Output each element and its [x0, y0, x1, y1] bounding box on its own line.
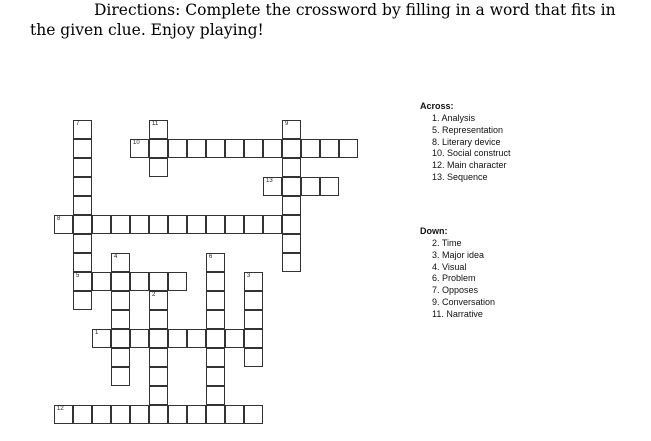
crossword-cell[interactable]	[73, 196, 92, 215]
crossword-cell[interactable]	[168, 329, 187, 348]
crossword-cell[interactable]	[206, 386, 225, 405]
crossword-cell[interactable]	[92, 215, 111, 234]
down-clue-11: 11. Narrative	[432, 308, 483, 319]
crossword-cell[interactable]	[111, 215, 130, 234]
crossword-cell[interactable]	[225, 215, 244, 234]
down-clue-4: 4. Visual	[432, 261, 467, 272]
crossword-cell[interactable]	[244, 272, 263, 291]
across-clue-12: 12. Main character	[432, 160, 507, 171]
down-clues	[420, 226, 495, 321]
crossword-cell[interactable]	[92, 405, 111, 424]
crossword-cell[interactable]	[111, 405, 130, 424]
crossword-cell[interactable]	[111, 348, 130, 367]
down-heading: Down:	[420, 226, 448, 236]
crossword-cell[interactable]	[111, 310, 130, 329]
crossword-cell[interactable]	[73, 215, 92, 234]
crossword-cell[interactable]	[206, 405, 225, 424]
crossword-cell[interactable]	[130, 272, 149, 291]
across-clue-13: 13. Sequence	[432, 171, 488, 182]
down-clue-7: 7. Opposes	[432, 285, 479, 296]
across-clue-10: 10. Social construct	[432, 148, 511, 159]
crossword-cell[interactable]	[206, 291, 225, 310]
crossword-cell[interactable]	[73, 177, 92, 196]
crossword-cell[interactable]	[73, 120, 92, 139]
clue-number: 7	[76, 121, 80, 127]
clue-number: 3	[247, 273, 251, 279]
crossword-cell[interactable]	[282, 253, 301, 272]
clue-number: 5	[76, 273, 80, 279]
across-clue-1: 1. Analysis	[432, 113, 476, 123]
crossword-cell[interactable]	[206, 272, 225, 291]
crossword-cell[interactable]	[149, 291, 168, 310]
clue-number: 4	[114, 254, 118, 260]
crossword-cell[interactable]	[206, 253, 225, 272]
crossword-cell[interactable]	[282, 158, 301, 177]
crossword-cell[interactable]	[168, 139, 187, 158]
crossword-cell[interactable]	[187, 139, 206, 158]
across-heading: Across:	[420, 101, 454, 111]
across-clue-8: 8. Literary device	[432, 136, 501, 147]
crossword-cell[interactable]	[320, 177, 339, 196]
crossword-cell[interactable]	[130, 215, 149, 234]
crossword-cell[interactable]	[111, 253, 130, 272]
crossword-cell[interactable]	[54, 215, 73, 234]
crossword-cell[interactable]	[206, 348, 225, 367]
crossword-cell[interactable]	[111, 291, 130, 310]
crossword-cell[interactable]	[149, 329, 168, 348]
crossword-cell[interactable]	[130, 329, 149, 348]
crossword-cell[interactable]	[225, 329, 244, 348]
down-clue-3: 3. Major idea	[432, 249, 485, 260]
clue-number: 1	[95, 330, 99, 336]
crossword-cell[interactable]	[301, 139, 320, 158]
crossword-cell[interactable]	[282, 215, 301, 234]
crossword-cell[interactable]	[263, 139, 282, 158]
crossword-cell[interactable]	[149, 405, 168, 424]
crossword-cell[interactable]	[73, 253, 92, 272]
crossword-cell[interactable]	[206, 329, 225, 348]
crossword-cell[interactable]	[225, 405, 244, 424]
crossword-cell[interactable]	[244, 291, 263, 310]
crossword-cell[interactable]	[149, 348, 168, 367]
crossword-cell[interactable]	[206, 215, 225, 234]
directions-text: Directions: Complete the crossword by filling in a word that fits in the given clue. Enjoy playing!	[30, 1, 616, 39]
crossword-cell[interactable]	[206, 367, 225, 386]
crossword-cell[interactable]	[73, 139, 92, 158]
crossword-cell[interactable]	[244, 348, 263, 367]
clue-number: 11	[152, 121, 159, 127]
crossword-cell[interactable]	[149, 120, 168, 139]
crossword-cell[interactable]	[282, 120, 301, 139]
down-clue-6: 6. Problem	[432, 273, 476, 284]
crossword-cell[interactable]	[301, 177, 320, 196]
crossword-cell[interactable]	[168, 405, 187, 424]
crossword-cell[interactable]	[149, 215, 168, 234]
crossword-cell[interactable]	[244, 405, 263, 424]
crossword-cell[interactable]	[282, 234, 301, 253]
down-clue-2: 2. Time	[432, 238, 462, 248]
crossword-cell[interactable]	[282, 177, 301, 196]
crossword-cell[interactable]	[187, 329, 206, 348]
crossword-cell[interactable]	[244, 329, 263, 348]
crossword-cell[interactable]	[73, 291, 92, 310]
crossword-cell[interactable]	[263, 215, 282, 234]
crossword-cell[interactable]	[282, 196, 301, 215]
crossword-cell[interactable]	[73, 158, 92, 177]
crossword-cell[interactable]	[92, 329, 111, 348]
crossword-cell[interactable]	[54, 405, 73, 424]
crossword-cell[interactable]	[73, 405, 92, 424]
clue-number: 12	[57, 406, 64, 412]
clue-number: 2	[152, 292, 156, 298]
crossword-cell[interactable]	[187, 215, 206, 234]
across-clues	[420, 101, 511, 184]
crossword-cell[interactable]	[244, 139, 263, 158]
crossword-cell[interactable]	[206, 139, 225, 158]
crossword-cell[interactable]	[263, 177, 282, 196]
crossword-cell[interactable]	[225, 139, 244, 158]
crossword-cell[interactable]	[168, 272, 187, 291]
crossword-cell[interactable]	[111, 367, 130, 386]
crossword-cell[interactable]	[282, 139, 301, 158]
clue-number: 10	[133, 140, 140, 146]
across-clue-5: 5. Representation	[432, 124, 504, 135]
crossword-cell[interactable]	[130, 405, 149, 424]
crossword-cell[interactable]	[130, 139, 149, 158]
clue-number: 9	[285, 121, 289, 127]
crossword-cell[interactable]	[320, 139, 339, 158]
crossword-cell[interactable]	[149, 310, 168, 329]
down-clue-9: 9. Conversation	[432, 296, 496, 307]
crossword-cell[interactable]	[149, 139, 168, 158]
crossword-cell[interactable]	[244, 215, 263, 234]
crossword-cell[interactable]	[73, 234, 92, 253]
crossword-cell[interactable]	[149, 272, 168, 291]
clue-number: 6	[209, 254, 213, 260]
crossword-cell[interactable]	[92, 272, 111, 291]
crossword-cell[interactable]	[244, 310, 263, 329]
crossword-cell[interactable]	[187, 405, 206, 424]
crossword-cell[interactable]	[149, 367, 168, 386]
crossword-cell[interactable]	[339, 139, 358, 158]
crossword-cell[interactable]	[149, 158, 168, 177]
crossword-cell[interactable]	[111, 329, 130, 348]
crossword-cell[interactable]	[168, 215, 187, 234]
crossword-cell[interactable]	[149, 386, 168, 405]
crossword-cell[interactable]	[111, 272, 130, 291]
crossword-cell[interactable]	[206, 310, 225, 329]
clue-number: 13	[266, 178, 273, 184]
crossword-cell[interactable]	[73, 272, 92, 291]
clue-number: 8	[57, 216, 61, 222]
